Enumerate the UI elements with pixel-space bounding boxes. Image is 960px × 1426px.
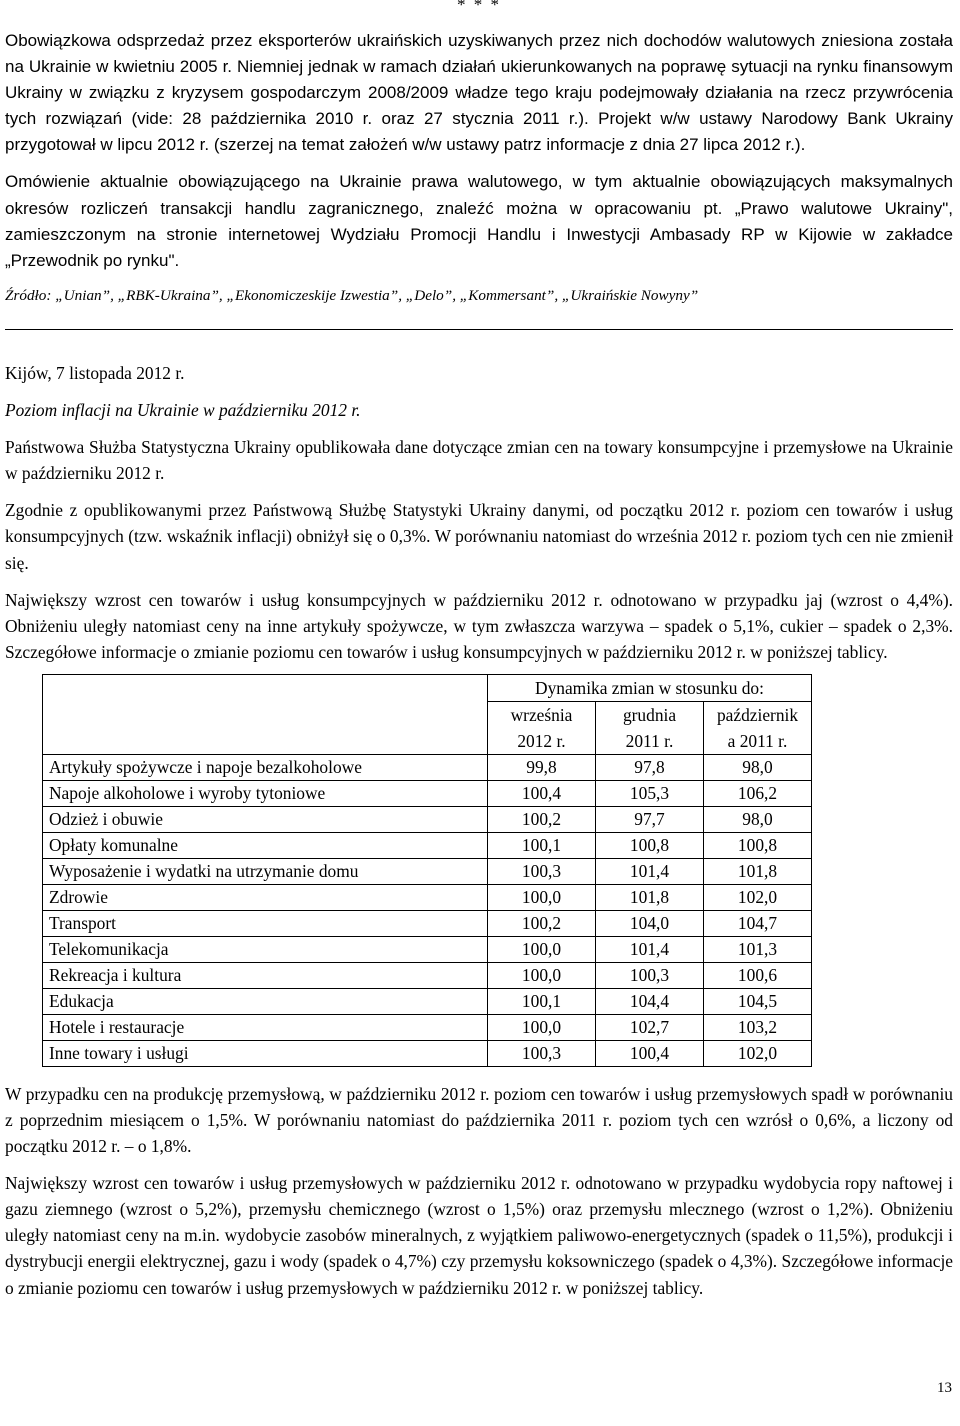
row-value: 97,8 bbox=[596, 754, 704, 780]
table-column-header-row bbox=[43, 701, 812, 754]
row-label: Wyposażenie i wydatki na utrzymanie domu bbox=[43, 858, 488, 884]
document-page bbox=[5, 0, 953, 1301]
row-value: 101,8 bbox=[704, 858, 812, 884]
horizontal-divider bbox=[5, 329, 953, 330]
row-value: 100,4 bbox=[596, 1040, 704, 1066]
article2-intro-2: Zgodnie z opublikowanymi przez Państwową Służbę Statystyki Ukrainy danymi, od początku 2012 r. poziom cen towarów i usług konsumpcyjnych (tzw. wskaźnik inflacji) obniżył się o 0,3%. W porównaniu natomiast do września 2012 r. poziom tych cen nie zmienił się. bbox=[5, 500, 953, 573]
source-note: Źródło: „Unian”, „RBK-Ukraina”, „Ekonomiczeskije Izwestia”, „Delo”, „Kommersant”, „Ukraińskie Nowyny” bbox=[5, 286, 699, 304]
row-value: 98,0 bbox=[704, 754, 812, 780]
article2-intro-3: Największy wzrost cen towarów i usług konsumpcyjnych w październiku 2012 r. odnotowano w przypadku jaj (wzrost o 4,4%). Obniżeniu uległy natomiast ceny na inne artykuły spożywcze, w tym zwłaszcza warzywa – spadek o 5,1%, cukier – spadek o 2,3%. Szczegółowe informacje o zmianie poziomu cen towarów i usług konsumpcyjnych w październiku 2012 r. w poniższej tablicy. bbox=[5, 589, 953, 662]
row-label: Odzież i obuwie bbox=[43, 806, 488, 832]
row-value: 100,0 bbox=[488, 936, 596, 962]
table-row bbox=[43, 936, 812, 962]
row-label: Inne towary i usługi bbox=[43, 1040, 488, 1066]
row-value: 102,7 bbox=[596, 1014, 704, 1040]
article1-paragraph-2: Omówienie aktualnie obowiązującego na Ukrainie prawa walutowego, w tym aktualnie obowiązujących maksymalnych okresów rozliczeń transakcji handlu zagranicznego, znaleźć można w opracowaniu pt. „Prawo walutowe Ukrainy", zamieszczonym na stronie internetowej Wydziału Promocji Handlu i Inwestycji Ambasady RP w Kijowie w zakładce „Przewodnik po rynku". bbox=[5, 172, 953, 270]
page-number: 13 bbox=[937, 1380, 952, 1396]
article2-outro-2: Największy wzrost cen towarów i usług przemysłowych w październiku 2012 r. odnotowano w przypadku wydobycia ropy naftowej i gazu ziemnego (wzrost o 5,2%), przemysłu chemicznego (wzrost o 1,5%) oraz przemysłu mlecznego (wzrost o 1,2%). Obniżeniu uległy natomiast ceny na m.in. wydobycie zasobów mineralnych, z wyjątkiem paliwowo-energetycznych (spadek o 11,5%), produkcji i dystrybucji energii elektrycznej, gazu i wody (spadek o 4,7%) czy przemysłu koksowniczego (spadek o 4,3%). Szczegółowe informacje o zmianie poziomu cen towarów i usług przemysłowych w październiku 2012 r. w poniższej tablicy. bbox=[5, 1173, 953, 1298]
table-row bbox=[43, 780, 812, 806]
row-value: 104,5 bbox=[704, 988, 812, 1014]
row-value: 100,2 bbox=[488, 910, 596, 936]
row-value: 100,0 bbox=[488, 884, 596, 910]
table-row bbox=[43, 1014, 812, 1040]
row-value: 102,0 bbox=[704, 1040, 812, 1066]
row-value: 100,6 bbox=[704, 962, 812, 988]
price-dynamics-table bbox=[42, 674, 812, 1067]
row-value: 105,3 bbox=[596, 780, 704, 806]
row-value: 101,4 bbox=[596, 936, 704, 962]
row-value: 100,4 bbox=[488, 780, 596, 806]
section-separator: * * * bbox=[457, 0, 501, 14]
table-header-blank bbox=[43, 674, 488, 701]
article-title: Poziom inflacji na Ukrainie w październiku 2012 r. bbox=[5, 400, 361, 421]
table-row bbox=[43, 858, 812, 884]
row-label: Edukacja bbox=[43, 988, 488, 1014]
row-value: 104,0 bbox=[596, 910, 704, 936]
article2-outro-1: W przypadku cen na produkcję przemysłową, w październiku 2012 r. poziom cen towarów i usług przemysłowych spadł w porównaniu z poprzednim miesiącem o 1,5%. W porównaniu natomiast do października 2011 r. poziom tych cen wzrósł o 0,6%, a liczony od początku 2012 r. – o 1,8%. bbox=[5, 1083, 953, 1157]
row-label: Rekreacja i kultura bbox=[43, 962, 488, 988]
table-row bbox=[43, 884, 812, 910]
article2-intro-1: Państwowa Służba Statystyczna Ukrainy opublikowała dane dotyczące zmian cen na towary konsumpcyjne i przemysłowe na Ukrainie w październiku 2012 r. bbox=[5, 437, 953, 484]
row-label: Telekomunikacja bbox=[43, 936, 488, 962]
row-value: 100,8 bbox=[596, 832, 704, 858]
row-value: 104,7 bbox=[704, 910, 812, 936]
row-value: 100,3 bbox=[596, 962, 704, 988]
row-value: 102,0 bbox=[704, 884, 812, 910]
table-header-row bbox=[43, 674, 812, 701]
row-value: 98,0 bbox=[704, 806, 812, 832]
table-row bbox=[43, 754, 812, 780]
row-value: 100,1 bbox=[488, 832, 596, 858]
row-value: 100,0 bbox=[488, 962, 596, 988]
table-group-header: Dynamika zmian w stosunku do: bbox=[488, 674, 812, 701]
row-label: Zdrowie bbox=[43, 884, 488, 910]
column-header-december: grudnia 2011 r. bbox=[596, 701, 704, 754]
column-header-october: październik a 2011 r. bbox=[704, 701, 812, 754]
column-header-september: września 2012 r. bbox=[488, 701, 596, 754]
table-row bbox=[43, 832, 812, 858]
row-value: 104,4 bbox=[596, 988, 704, 1014]
row-value: 101,3 bbox=[704, 936, 812, 962]
table-row bbox=[43, 962, 812, 988]
row-label: Opłaty komunalne bbox=[43, 832, 488, 858]
row-value: 97,7 bbox=[596, 806, 704, 832]
row-value: 106,2 bbox=[704, 780, 812, 806]
row-value: 101,4 bbox=[596, 858, 704, 884]
row-value: 100,0 bbox=[488, 1014, 596, 1040]
table-row bbox=[43, 1040, 812, 1066]
row-value: 100,8 bbox=[704, 832, 812, 858]
table-header-blank bbox=[43, 701, 488, 754]
table-row bbox=[43, 806, 812, 832]
row-label: Hotele i restauracje bbox=[43, 1014, 488, 1040]
article1-paragraph-1: Obowiązkowa odsprzedaż przez eksporterów ukraińskich uzyskiwanych przez nich dochodów walutowych zniesiona została na Ukrainie w kwietniu 2005 r. Niemniej jednak w ramach działań ukierunkowanych na poprawę sytuacji na rynku finansowym Ukrainy w związku z kryzysem gospodarczym 2008/2009 władze tego kraju podejmowały działania na rzecz przywrócenia tych rozwiązań (vide: 28 października 2010 r. oraz 27 stycznia 2011 r.). Projekt w/w ustawy Narodowy Bank Ukrainy przygotował w lipcu 2012 r. (szerzej na temat założeń w/w ustawy patrz informacje z dnia 27 lipca 2012 r.). bbox=[5, 31, 953, 155]
dateline: Kijów, 7 listopada 2012 r. bbox=[5, 362, 185, 383]
row-value: 100,3 bbox=[488, 858, 596, 884]
table-row bbox=[43, 910, 812, 936]
table-row bbox=[43, 988, 812, 1014]
row-value: 101,8 bbox=[596, 884, 704, 910]
row-value: 100,3 bbox=[488, 1040, 596, 1066]
row-label: Napoje alkoholowe i wyroby tytoniowe bbox=[43, 780, 488, 806]
row-value: 103,2 bbox=[704, 1014, 812, 1040]
row-label: Transport bbox=[43, 910, 488, 936]
row-value: 100,2 bbox=[488, 806, 596, 832]
row-label: Artykuły spożywcze i napoje bezalkoholowe bbox=[43, 754, 488, 780]
row-value: 100,1 bbox=[488, 988, 596, 1014]
row-value: 99,8 bbox=[488, 754, 596, 780]
